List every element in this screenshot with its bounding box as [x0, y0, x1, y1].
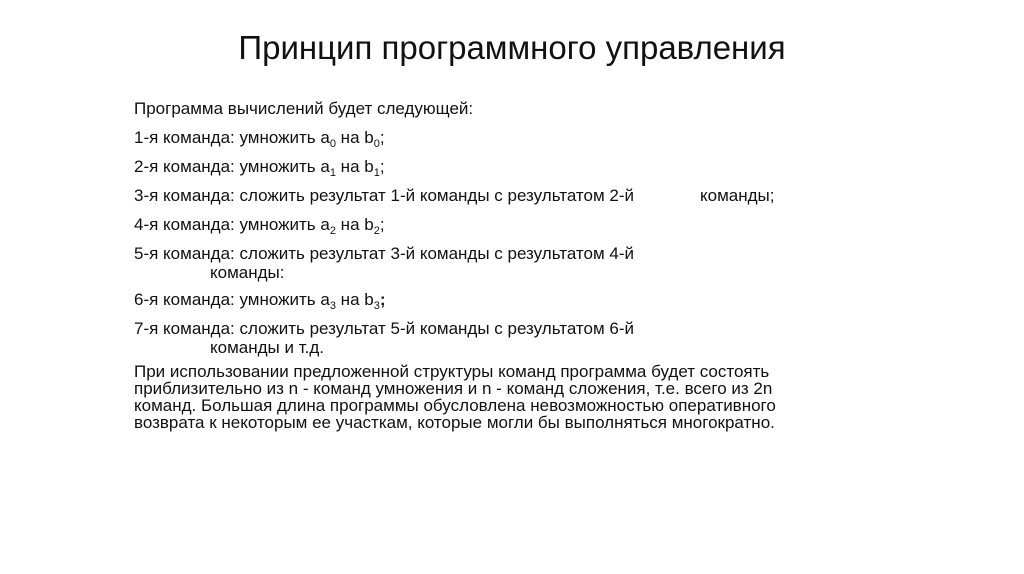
command-2-text: 2-я команда: умножить а	[134, 157, 330, 176]
command-4-text: 4-я команда: умножить а	[134, 215, 330, 234]
command-2-sub-b: 1	[373, 167, 380, 179]
command-3-tail: команды;	[699, 186, 775, 205]
intro-line: Программа вычислений будет следующей:	[134, 99, 474, 118]
command-6-mid: на b	[335, 290, 374, 309]
summary-paragraph	[134, 363, 924, 431]
command-5	[134, 244, 924, 281]
paragraph-line-3: команд. Большая длина программы обусловлена невозможностью оперативного	[134, 396, 776, 415]
command-4-suffix: ;	[379, 215, 385, 234]
command-5-text: 5-я команда: сложить результат 3-й команды с результатом 4-й	[134, 244, 634, 263]
paragraph-line-4: возврата к некоторым ее участкам, которые могли бы выполняться многократно.	[134, 413, 775, 432]
command-2-sub-a: 1	[329, 167, 336, 179]
command-6	[134, 290, 924, 310]
command-5-continuation: команды:	[210, 263, 285, 282]
command-6-sub-b: 3	[373, 300, 380, 312]
command-6-suffix: ;	[379, 290, 386, 309]
slide-content	[134, 99, 924, 431]
command-3-text: 3-я команда: сложить результат 1-й команды с результатом 2-й	[134, 186, 634, 205]
slide-title: Принцип программного управления	[238, 29, 786, 66]
command-1-suffix: ;	[379, 128, 385, 147]
paragraph-line-1: При использовании предложенной структуры команд программа будет состоять	[134, 362, 770, 381]
command-2-suffix: ;	[379, 157, 385, 176]
command-4	[134, 215, 924, 235]
command-4-sub-b: 2	[373, 225, 380, 237]
command-7-text: 7-я команда: сложить результат 5-й команды с результатом 6-й	[134, 319, 634, 338]
command-1-text: 1-я команда: умножить а	[134, 128, 330, 147]
command-7-continuation: команды и т.д.	[210, 338, 324, 357]
command-2	[134, 157, 924, 177]
paragraph-line-2: приблизительно из n - команд умножения и n - команд сложения, т.е. всего из 2n	[134, 379, 773, 398]
command-7	[134, 319, 924, 356]
command-1-sub-a: 0	[329, 138, 336, 150]
command-3	[134, 186, 924, 206]
command-1-mid: на b	[335, 128, 374, 147]
command-1-sub-b: 0	[373, 138, 380, 150]
command-6-sub-a: 3	[329, 300, 336, 312]
command-2-mid: на b	[335, 157, 374, 176]
command-6-text: 6-я команда: умножить а	[134, 290, 330, 309]
command-4-mid: на b	[335, 215, 374, 234]
command-1	[134, 128, 924, 148]
command-4-sub-a: 2	[329, 225, 336, 237]
